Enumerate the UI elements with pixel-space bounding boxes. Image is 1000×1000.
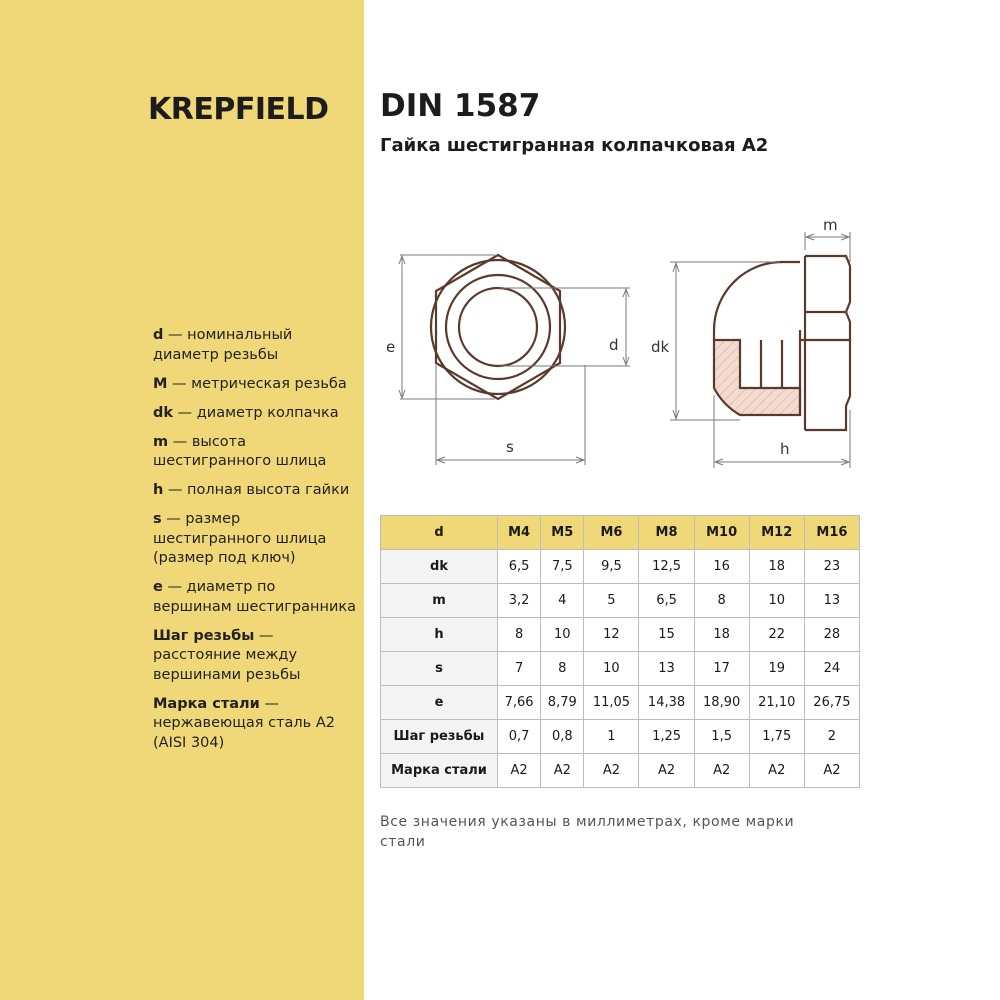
- table-cell: А2: [749, 754, 804, 788]
- legend-item: [153, 375, 358, 395]
- inner-bore: [459, 288, 537, 366]
- table-cell: 26,75: [804, 686, 859, 720]
- table-row: [381, 550, 860, 584]
- table-cell: 23: [804, 550, 859, 584]
- legend-text: — нержавеющая сталь А2 (AISI 304): [153, 695, 335, 751]
- legend-text: — размер шестигранного шлица (размер под ключ): [153, 511, 327, 566]
- table-column-header: М16: [804, 516, 859, 550]
- table-column-header: М12: [749, 516, 804, 550]
- table-cell: 28: [804, 618, 859, 652]
- legend-item: [153, 326, 358, 365]
- legend-text: — диаметр по вершинам шестигранника: [153, 579, 357, 615]
- table-cell: А2: [541, 754, 584, 788]
- table-cell: 1,75: [749, 720, 804, 754]
- front-view: [431, 255, 565, 399]
- table-cell: 6,5: [639, 584, 694, 618]
- legend-list: [153, 326, 358, 763]
- legend-term: e: [153, 579, 163, 595]
- table-row: [381, 584, 860, 618]
- nut-technical-drawing: [380, 210, 880, 480]
- legend-term: m: [153, 433, 169, 450]
- dome-outline: [714, 262, 800, 330]
- outer-ring: [431, 260, 565, 394]
- table-cell: 8: [498, 618, 541, 652]
- table-cell: 11,05: [584, 686, 639, 720]
- table-cell: 5: [584, 584, 639, 618]
- table-cell: 13: [639, 652, 694, 686]
- table-cell: 7,66: [498, 686, 541, 720]
- table-row-label: h: [381, 618, 498, 652]
- dim-label-s: s: [506, 438, 514, 456]
- table-column-header: М8: [639, 516, 694, 550]
- table-cell: 8: [541, 652, 584, 686]
- table-cell: 7: [498, 652, 541, 686]
- section-hatch: [714, 340, 800, 415]
- table-cell: 13: [804, 584, 859, 618]
- dim-label-m: m: [823, 216, 838, 234]
- table-cell: 1,5: [694, 720, 749, 754]
- legend-text: — номинальный диаметр резьбы: [153, 327, 293, 363]
- table-cell: А2: [498, 754, 541, 788]
- table-column-header: М4: [498, 516, 541, 550]
- legend-text: — высота шестигранного шлица: [153, 433, 327, 469]
- dim-label-d: d: [609, 336, 619, 354]
- table-cell: А2: [584, 754, 639, 788]
- page-title: DIN 1587: [380, 88, 541, 124]
- table-cell: 21,10: [749, 686, 804, 720]
- table-row: [381, 618, 860, 652]
- legend-item: [153, 404, 358, 424]
- table-cell: 2: [804, 720, 859, 754]
- table-cell: 16: [694, 550, 749, 584]
- table-cell: 22: [749, 618, 804, 652]
- table-column-header: М10: [694, 516, 749, 550]
- dim-label-e: e: [386, 338, 396, 356]
- table-row: [381, 652, 860, 686]
- table-row: [381, 686, 860, 720]
- dim-label-h: h: [780, 440, 790, 458]
- table-cell: 12: [584, 618, 639, 652]
- legend-item: [153, 433, 358, 472]
- specs-table: [380, 515, 860, 788]
- table-cell: 0,7: [498, 720, 541, 754]
- table-header-row: [381, 516, 860, 550]
- table-cell: 14,38: [639, 686, 694, 720]
- table-cell: 10: [541, 618, 584, 652]
- front-dimensions: [399, 255, 630, 465]
- table-row-label: Шаг резьбы: [381, 720, 498, 754]
- legend-text: — полная высота гайки: [163, 482, 350, 498]
- table-row-label: s: [381, 652, 498, 686]
- table-row-label: Марка стали: [381, 754, 498, 788]
- legend-term: M: [153, 375, 168, 392]
- table-cell: 12,5: [639, 550, 694, 584]
- legend-term: Марка стали: [153, 695, 260, 712]
- middle-ring: [446, 275, 550, 379]
- table-cell: 0,8: [541, 720, 584, 754]
- table-column-header: М5: [541, 516, 584, 550]
- table-cell: 18: [749, 550, 804, 584]
- legend-item: [153, 627, 358, 686]
- table-cell: 17: [694, 652, 749, 686]
- table-cell: 19: [749, 652, 804, 686]
- table-cell: 10: [749, 584, 804, 618]
- table-row-label: dk: [381, 550, 498, 584]
- table-cell: 18,90: [694, 686, 749, 720]
- table-cell: 1,25: [639, 720, 694, 754]
- legend-text: — диаметр колпачка: [173, 404, 339, 421]
- table-row-label: e: [381, 686, 498, 720]
- table-row-label: m: [381, 584, 498, 618]
- units-note: Все значения указаны в миллиметрах, кроме марки стали: [380, 814, 795, 850]
- table-cell: 8,79: [541, 686, 584, 720]
- legend-item: [153, 578, 358, 617]
- table-cell: А2: [639, 754, 694, 788]
- legend-text: — расстояние между вершинами резьбы: [153, 627, 301, 683]
- legend-text: — метрическая резьба: [167, 375, 347, 392]
- table-cell: 8: [694, 584, 749, 618]
- table-cell: 4: [541, 584, 584, 618]
- table-cell: 18: [694, 618, 749, 652]
- table-cell: 24: [804, 652, 859, 686]
- table-column-header: М6: [584, 516, 639, 550]
- legend-item: [153, 695, 358, 754]
- legend-term: dk: [153, 404, 174, 421]
- table-cell: 7,5: [541, 550, 584, 584]
- legend-term: s: [153, 511, 162, 527]
- legend-term: Шаг резьбы: [153, 627, 255, 644]
- table-row: [381, 754, 860, 788]
- legend-item: [153, 510, 358, 569]
- table-corner-cell: d: [381, 516, 498, 550]
- legend-term: h: [153, 482, 164, 498]
- table-cell: А2: [694, 754, 749, 788]
- table-cell: 3,2: [498, 584, 541, 618]
- page-subtitle: Гайка шестигранная колпачковая А2: [380, 135, 769, 156]
- legend-item: [153, 481, 358, 501]
- table-cell: 9,5: [584, 550, 639, 584]
- side-view: [714, 256, 850, 430]
- table-cell: 15: [639, 618, 694, 652]
- dim-label-dk: dk: [651, 338, 670, 356]
- table-cell: 6,5: [498, 550, 541, 584]
- table-cell: 10: [584, 652, 639, 686]
- legend-term: d: [153, 327, 164, 343]
- table-cell: 1: [584, 720, 639, 754]
- brand-logo: KREPFIELD: [148, 92, 329, 127]
- hex-head-outline: [805, 256, 850, 430]
- table-row: [381, 720, 860, 754]
- table-cell: А2: [804, 754, 859, 788]
